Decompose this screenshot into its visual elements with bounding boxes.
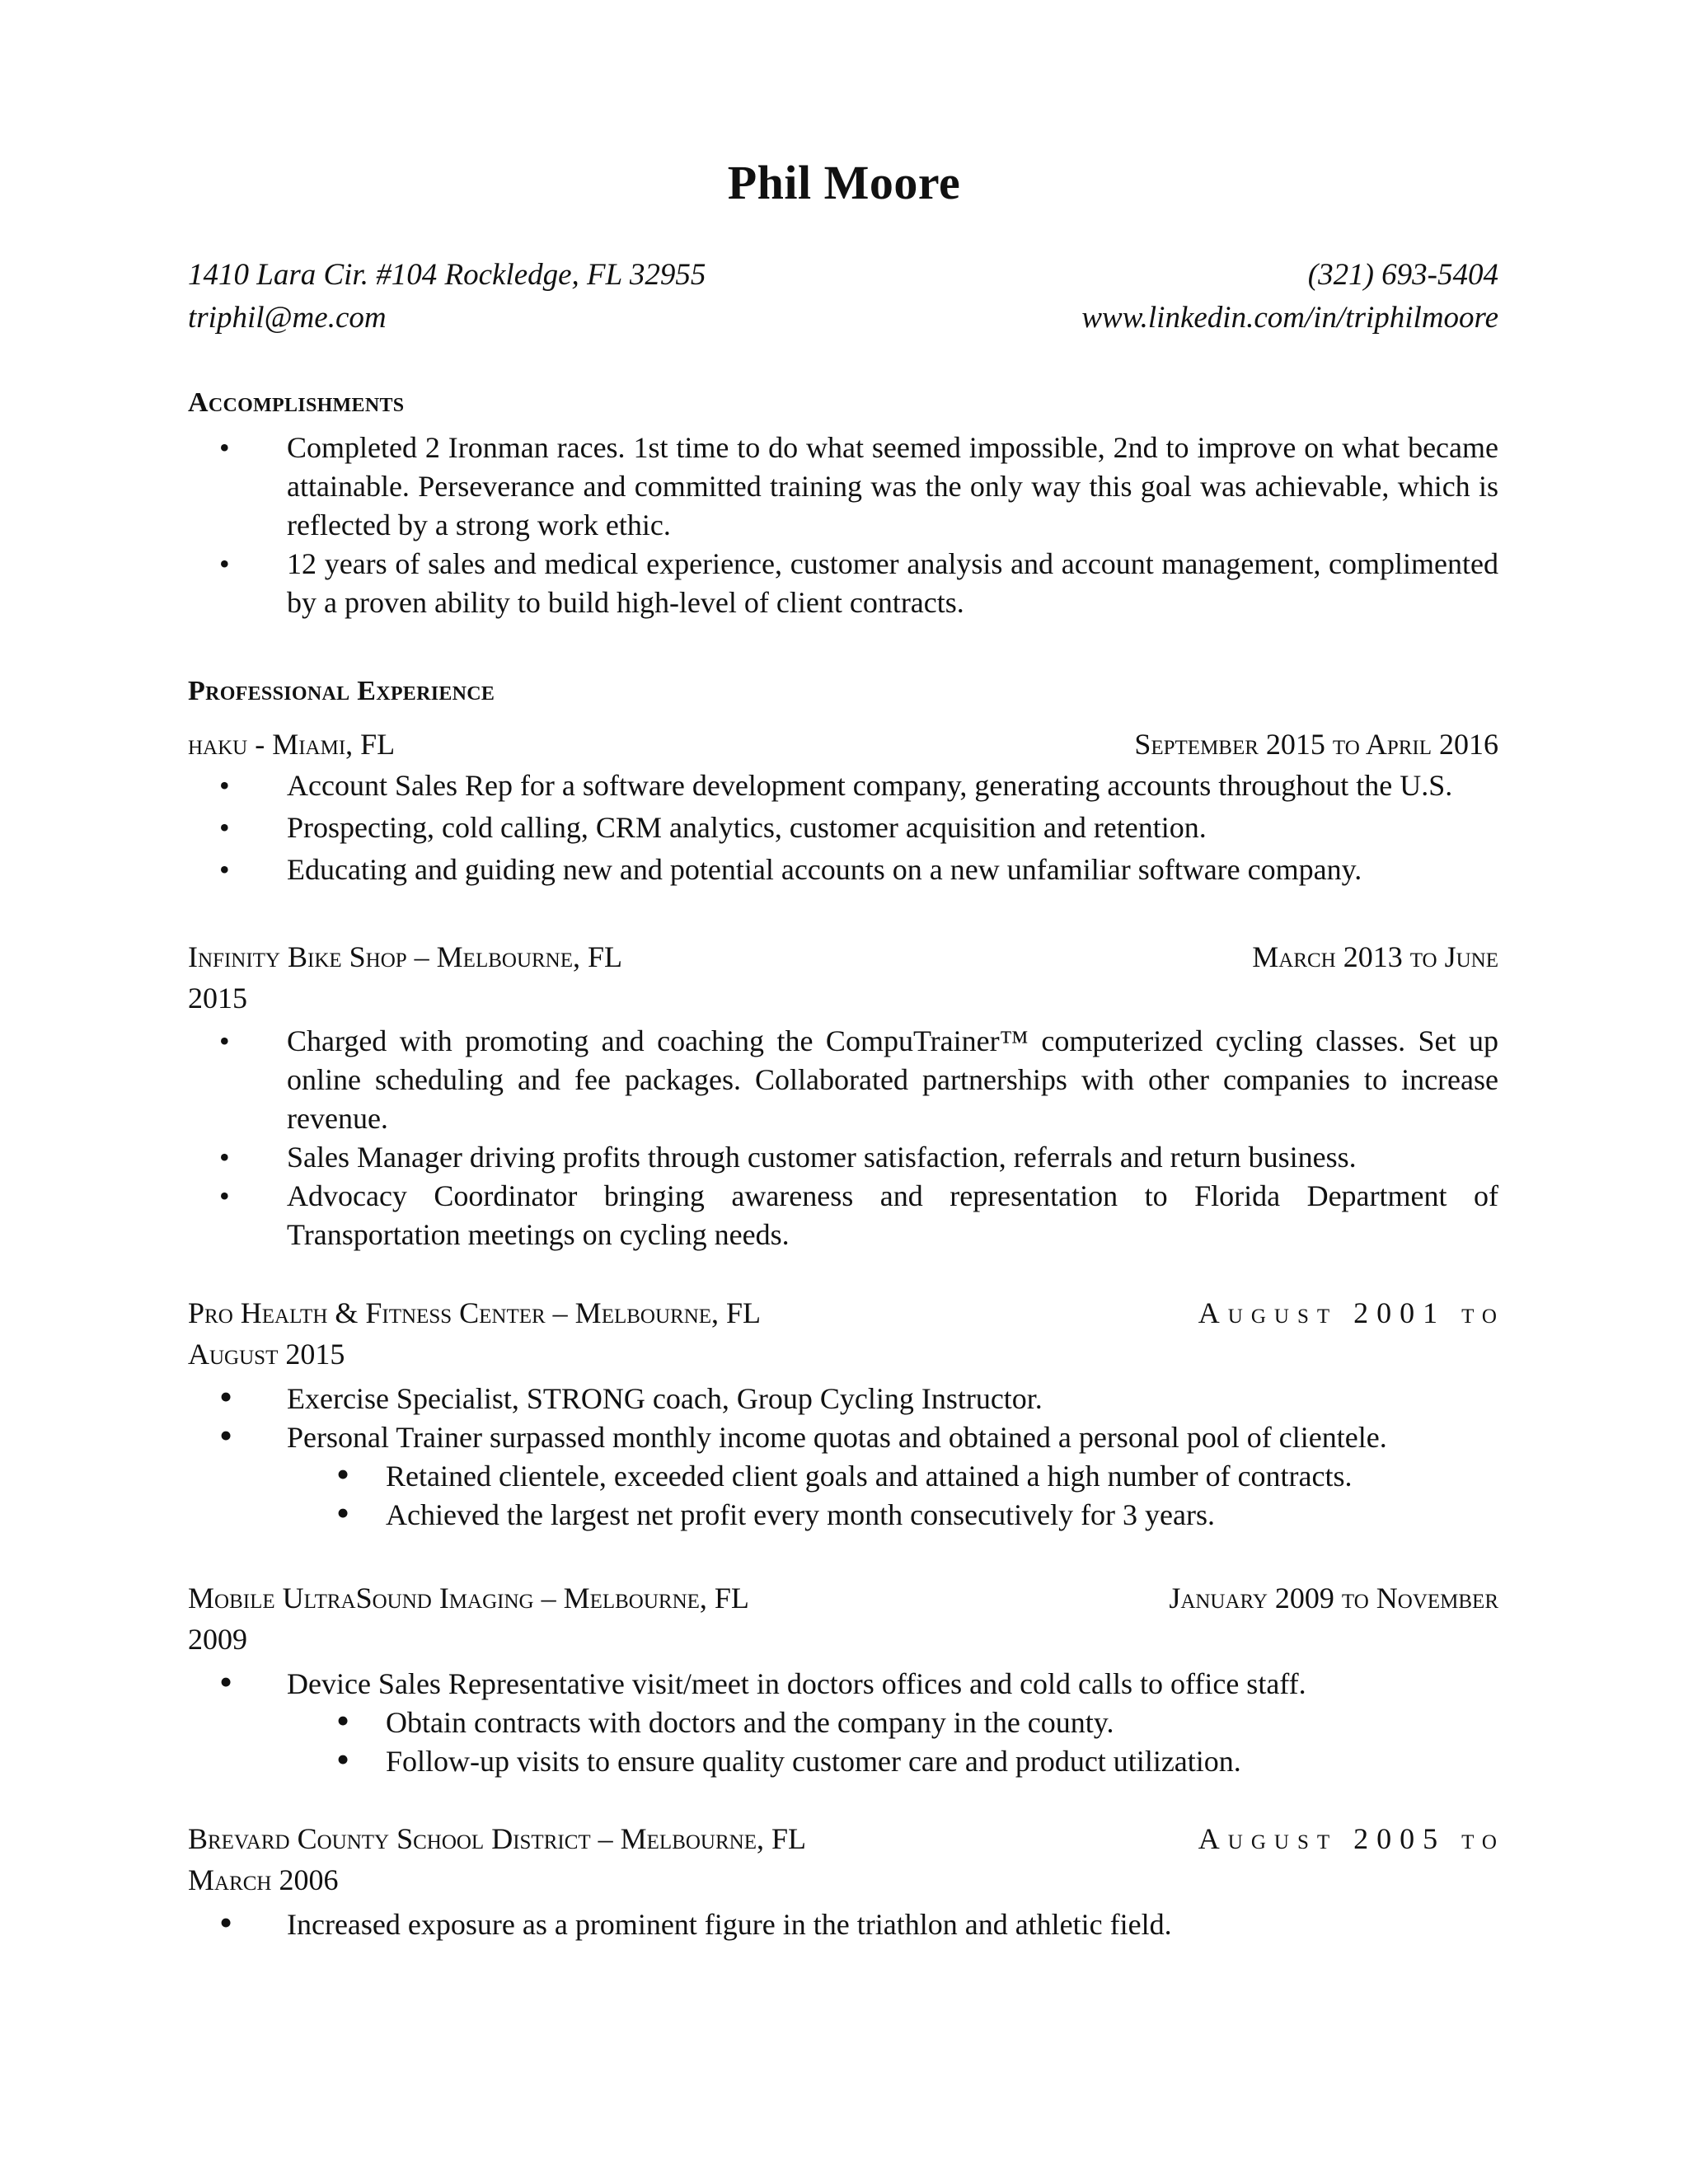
- job-dates: August 2001 to: [1198, 1296, 1505, 1329]
- job-dates-continued: 2009: [188, 1623, 247, 1656]
- job-company: Pro Health & Fitness Center – Melbourne, FL: [188, 1296, 762, 1329]
- job-header: [188, 936, 1498, 1019]
- job-company: Infinity Bike Shop – Melbourne, FL: [188, 940, 623, 973]
- candidate-name: Phil Moore: [727, 156, 961, 209]
- job-header: [188, 724, 1498, 765]
- list-item: • Personal Trainer surpassed monthly income quotas and obtained a personal pool of clientele.: [188, 1418, 1498, 1457]
- job-header: [188, 1292, 1505, 1375]
- job-dates-continued: August 2015: [188, 1338, 345, 1371]
- linkedin-link[interactable]: www.linkedin.com/in/triphilmoore: [1081, 301, 1498, 335]
- job-company: Brevard County School District – Melbourne, FL: [188, 1822, 806, 1855]
- job-dates: January 2009 to November: [1169, 1582, 1498, 1615]
- job-dates: August 2005 to: [1198, 1822, 1505, 1855]
- job-dates-continued: 2015: [188, 982, 247, 1015]
- list-item: • Charged with promoting and coaching the CompuTrainer™ computerized cycling classes. Set up online scheduling and fee packages. Collaborated partnerships with other companies to increase revenue.: [188, 1022, 1498, 1138]
- list-item: • Educating and guiding new and potential accounts on a new unfamiliar software company.: [188, 849, 1498, 891]
- list-item: • Completed 2 Ironman races. 1st time to do what seemed impossible, 2nd to improve on what became attainable. Perseverance and committed training was the only way this goal was achievable, which is reflected by a strong work ethic.: [188, 429, 1498, 545]
- job-bullets: [188, 1022, 1498, 1254]
- job-bullets: [188, 1665, 1498, 1781]
- address: 1410 Lara Cir. #104 Rockledge, FL 32955: [188, 258, 706, 292]
- contact-row-1: [188, 257, 1498, 293]
- list-item: • Prospecting, cold calling, CRM analytics, customer acquisition and retention.: [188, 807, 1498, 849]
- job-company: Mobile UltraSound Imaging – Melbourne, FL: [188, 1582, 749, 1615]
- job-dates: September 2015 to April 2016: [1134, 728, 1498, 761]
- sub-list-item: • Achieved the largest net profit every month consecutively for 3 years.: [188, 1496, 1498, 1535]
- job-company: haku - Miami, FL: [188, 728, 396, 761]
- list-item: • Advocacy Coordinator bringing awareness and representation to Florida Department of Transportation meetings on cycling needs.: [188, 1177, 1498, 1254]
- list-item: • Device Sales Representative visit/meet in doctors offices and cold calls to office staff.: [188, 1665, 1498, 1704]
- list-item: • Sales Manager driving profits through customer satisfaction, referrals and return business.: [188, 1138, 1498, 1177]
- phone: (321) 693-5404: [1307, 258, 1498, 292]
- sub-list-item: • Obtain contracts with doctors and the company in the county.: [188, 1704, 1498, 1742]
- list-item: • Account Sales Rep for a software development company, generating accounts throughout the U.S.: [188, 765, 1498, 807]
- sub-list-item: • Follow-up visits to ensure quality customer care and product utilization.: [188, 1742, 1498, 1781]
- list-item: • 12 years of sales and medical experience, customer analysis and account management, complimented by a proven ability to build high-level of client contracts.: [188, 545, 1498, 622]
- section-title-experience: Professional Experience: [188, 676, 495, 706]
- job-header: [188, 1577, 1498, 1660]
- accomplishments-list: [188, 429, 1498, 622]
- job-dates-continued: March 2006: [188, 1863, 339, 1896]
- job-header: [188, 1818, 1505, 1900]
- list-item: • Increased exposure as a prominent figure in the triathlon and athletic field.: [188, 1905, 1498, 1944]
- job-bullets: [188, 1380, 1498, 1535]
- section-title-accomplishments: Accomplishments: [188, 387, 405, 418]
- list-item: • Exercise Specialist, STRONG coach, Group Cycling Instructor.: [188, 1380, 1498, 1418]
- job-bullets: [188, 1905, 1498, 1944]
- sub-list-item: • Retained clientele, exceeded client goals and attained a high number of contracts.: [188, 1457, 1498, 1496]
- job-bullets: [188, 765, 1498, 891]
- email-link[interactable]: triphil@me.com: [188, 301, 387, 335]
- job-dates: March 2013 to June: [1252, 940, 1498, 973]
- contact-row-2: [188, 300, 1498, 335]
